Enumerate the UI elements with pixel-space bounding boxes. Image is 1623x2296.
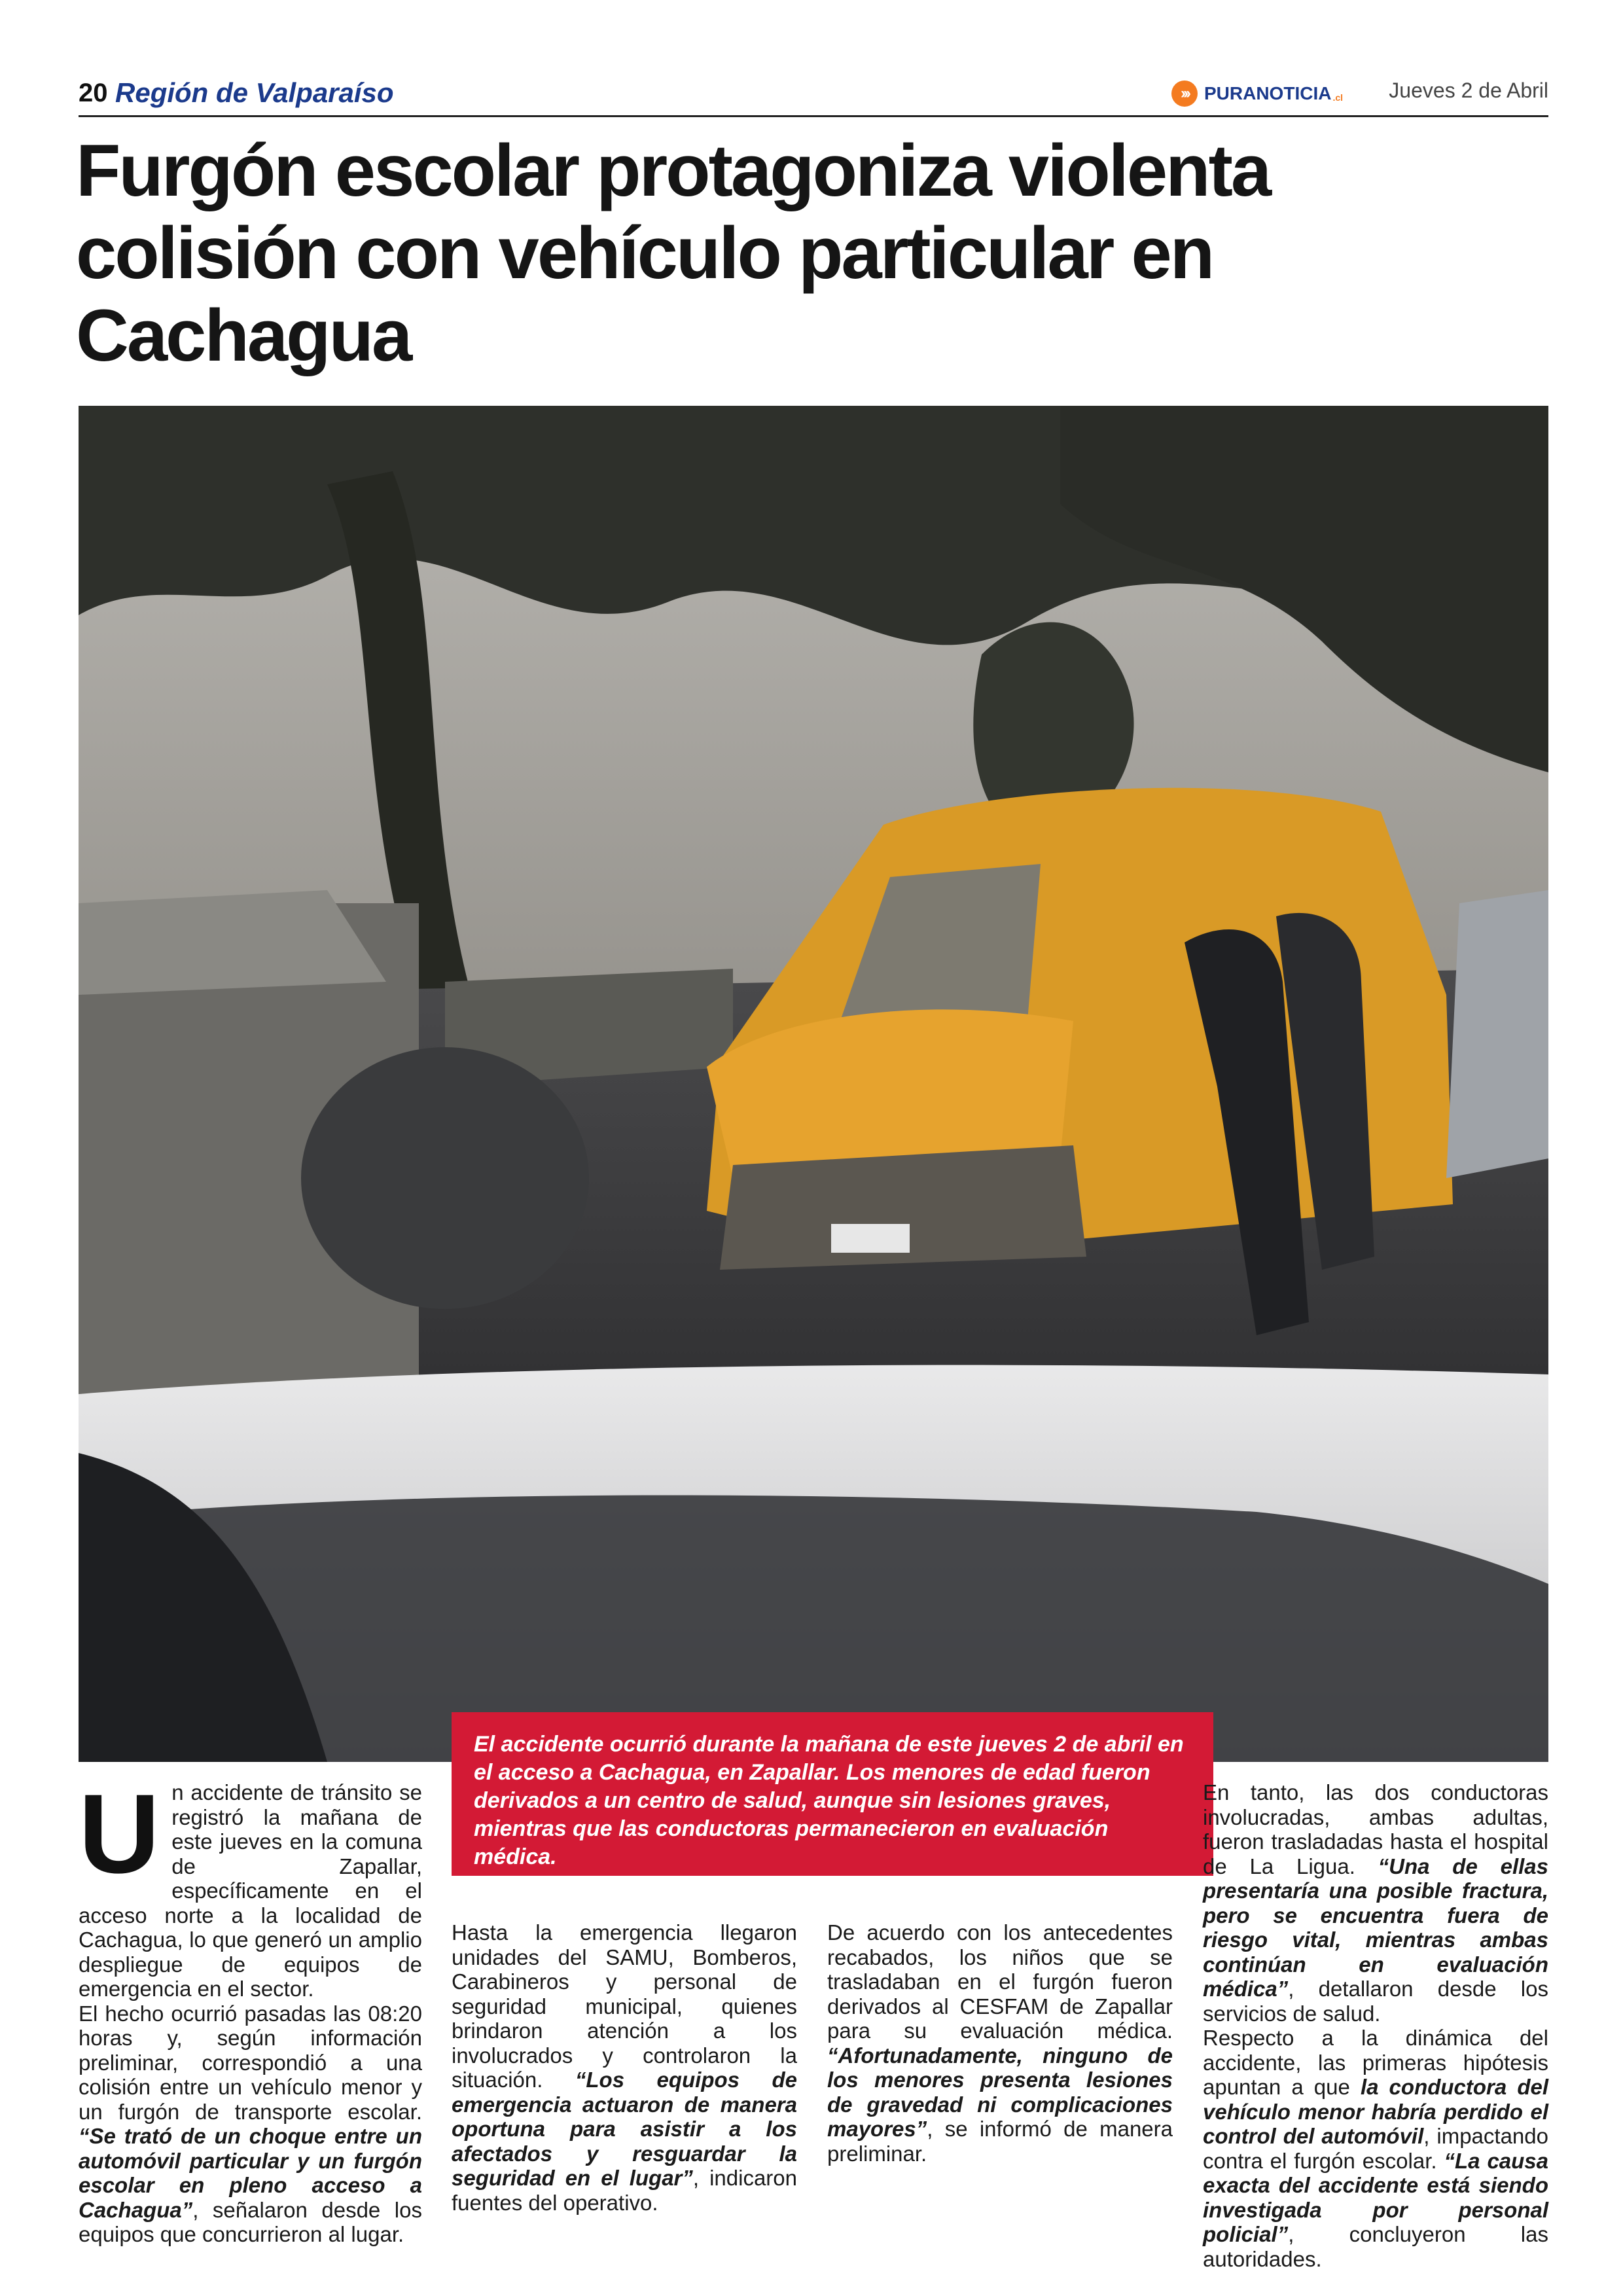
article-paragraph-4: De acuerdo con los antecedentes recabados, los niños que se trasladaban en el furgón fueron derivados al CESFAM de Zapallar para su evaluación médica. “Afortunadamente, ninguno de los menores presenta lesiones de gravedad ni complicaciones mayores”, se informó de manera preliminar. xyxy=(827,1920,1173,2166)
page-header xyxy=(79,73,1548,117)
article-paragraph-3: Hasta la emergencia llegaron unidades del SAMU, Bomberos, Carabineros y personal de seguridad municipal, quienes brindaron atención a los involucrados y controlaron la situación. “Los equipos de emergencia actuaron de manera oportuna para asistir a los afectados y resguardar la seguridad en el lugar”, indicaron fuentes del operativo. xyxy=(452,1920,797,2215)
brand-suffix: .cl xyxy=(1332,92,1344,103)
article-paragraph-1: n accidente de tránsito se registró la mañana de este jueves en la comuna de Zapallar, específicamente en el acceso norte a la localidad de Cachagua, lo que generó un amplio despliegue de equipos de emergencia en el sector. xyxy=(79,1780,422,2001)
accident-photo xyxy=(79,406,1548,1762)
issue-date: Jueves 2 de Abril xyxy=(1389,79,1548,102)
section-title: Región de Valparaíso xyxy=(115,77,394,108)
brand-name: PURANOTICIA xyxy=(1204,83,1332,103)
article-paragraph-5: En tanto, las dos conductoras involucradas, ambas adultas, fueron trasladadas hasta el hospital de La Ligua. “Una de ellas presentaría una posible fractura, pero se encuentra fuera de riesgo vital, mientras ambas continúan en evaluación médica”, detallaron desde los servicios de salud. xyxy=(1203,1780,1548,2026)
page-number: 20 xyxy=(79,79,108,107)
quote: “Una de ellas presentaría una posible fractura, pero se encuentra fuera de riesgo vital, mientras ambas continúan en evaluación médica” xyxy=(1203,1854,1548,2001)
quote: “Afortunadamente, ninguno de los menores presenta lesiones de gravedad ni complicaciones mayores” xyxy=(827,2043,1173,2141)
article-column-4 xyxy=(1203,1780,1548,2271)
article-column-3 xyxy=(827,1920,1173,2166)
quote: “Se trató de un choque entre un automóvil particular y un furgón escolar en pleno acceso a Cachagua” xyxy=(79,2124,422,2222)
article-paragraph-6: Respecto a la dinámica del accidente, las primeras hipótesis apuntan a que la conductora del vehículo menor habría perdido el control del automóvil, impactando contra el furgón escolar. “La causa exacta del accidente está siendo investigada por personal policial”, concluyeron las autoridades. xyxy=(1203,2026,1549,2271)
photo-caption xyxy=(452,1712,1213,1876)
article-column-2 xyxy=(452,1920,797,2215)
article-column-1 xyxy=(79,1771,422,2247)
caption-text: El accidente ocurrió durante la mañana de este jueves 2 de abril en el acceso a Cachagua, en Zapallar. Los menores de edad fueron derivados a un centro de salud, aunque sin lesiones graves, mientras que las conductoras permanecieron en evaluación médica. xyxy=(474,1732,1184,1869)
header-rule xyxy=(79,115,1548,117)
quote: “Los equipos de emergencia actuaron de manera oportuna para asistir a los afectados y resguardar la seguridad en el lugar” xyxy=(452,2068,797,2190)
quote: “La causa exacta del accidente está siendo investigada por personal policial” xyxy=(1203,2148,1549,2246)
chevrons-icon: ››› xyxy=(1171,81,1198,107)
article-paragraph-2: El hecho ocurrió pasadas las 08:20 horas y, según información preliminar, correspondió a una colisión entre un vehículo menor y un furgón de transporte escolar. “Se trató de un choque entre un automóvil particular y un furgón escolar en pleno acceso a Cachagua”, señalaron desde los equipos que concurrieron al lugar. xyxy=(79,2001,422,2246)
headline: Furgón escolar protagoniza violenta colisión con vehículo particular en Cachagua xyxy=(76,130,1270,376)
emphasis: la conductora del vehículo menor habría perdido el control del automóvil xyxy=(1203,2075,1548,2148)
drop-cap: U xyxy=(79,1771,160,1897)
brand-logo xyxy=(1171,77,1343,110)
